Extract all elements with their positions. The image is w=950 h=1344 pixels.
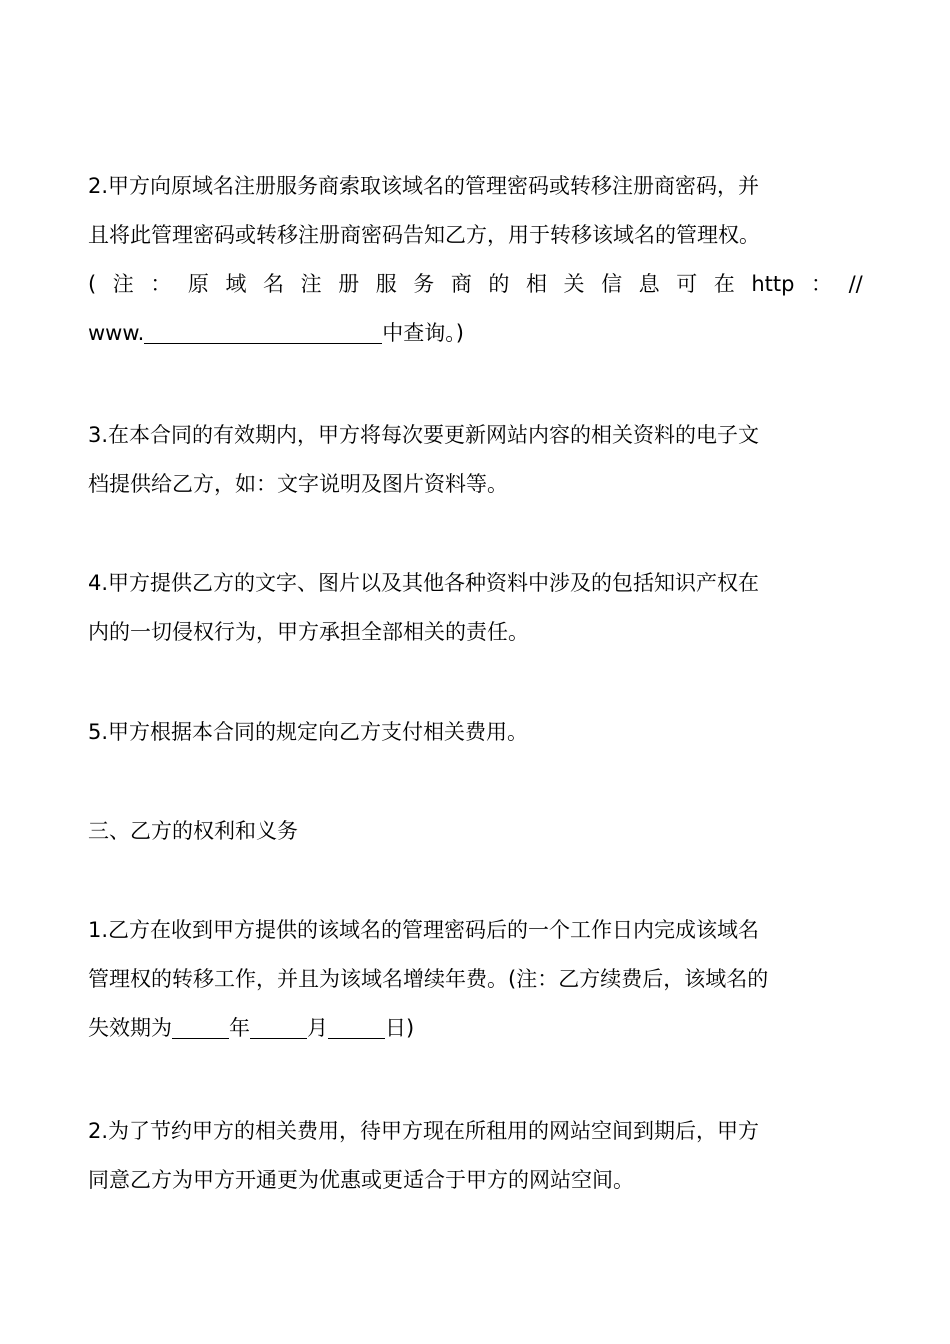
- text-line: 2.为了节约甲方的相关费用，待甲方现在所租用的网站空间到期后，甲方: [88, 1119, 760, 1143]
- text-line: 管理权的转移工作，并且为该域名增续年费。(注：乙方续费后，该域名的: [88, 967, 769, 991]
- paragraph-party-b-item-1: [88, 906, 863, 1053]
- text-line: 同意乙方为甲方开通更为优惠或更适合于甲方的网站空间。: [88, 1168, 634, 1192]
- note-token: 在: [713, 272, 735, 296]
- note-token: 关: [563, 272, 585, 296]
- note-token: 息: [638, 272, 660, 296]
- note-token: 务: [413, 272, 435, 296]
- note-token: 名: [263, 272, 285, 296]
- note-token: 商: [450, 272, 472, 296]
- section-heading: [88, 807, 863, 856]
- expiry-date-line: [88, 1004, 863, 1053]
- year-blank: [172, 1017, 229, 1039]
- note-token: (: [88, 272, 97, 296]
- day-label: 日): [385, 1016, 415, 1040]
- note-token: 域: [225, 272, 247, 296]
- text-line: 3.在本合同的有效期内，甲方将每次要更新网站内容的相关资料的电子文: [88, 423, 760, 447]
- note-token: ：: [150, 272, 172, 296]
- note-line-justified: [88, 260, 863, 309]
- note-token: 注: [300, 272, 322, 296]
- day-blank: [328, 1017, 385, 1039]
- expiry-prefix: 失效期为: [88, 1016, 172, 1040]
- text-line: 1.乙方在收到甲方提供的该域名的管理密码后的一个工作日内完成该域名: [88, 918, 760, 942]
- text-line: 4.甲方提供乙方的文字、图片以及其他各种资料中涉及的包括知识产权在: [88, 571, 760, 595]
- month-label: 月: [307, 1016, 328, 1040]
- note-token: 注: [112, 272, 134, 296]
- year-label: 年: [229, 1016, 250, 1040]
- note-token: 可: [676, 272, 698, 296]
- note-token: 的: [488, 272, 510, 296]
- note-token: 册: [338, 272, 360, 296]
- note-token: 原: [187, 272, 209, 296]
- note-token: ：: [811, 272, 832, 296]
- paragraph-item-2-domain-password: [88, 162, 863, 358]
- url-line: [88, 309, 863, 358]
- paragraph-item-5-payment: [88, 708, 863, 757]
- text-line: 2.甲方向原域名注册服务商索取该域名的管理密码或转移注册商密码，并: [88, 174, 760, 198]
- fill-in-blank: [144, 322, 382, 344]
- url-prefix: www.: [88, 321, 145, 345]
- note-token: http: [751, 272, 795, 296]
- text-line: 且将此管理密码或转移注册商密码告知乙方，用于转移该域名的管理权。: [88, 223, 760, 247]
- note-token: 相: [525, 272, 547, 296]
- text-line: 5.甲方根据本合同的规定向乙方支付相关费用。: [88, 720, 529, 744]
- note-token: 信: [601, 272, 623, 296]
- url-suffix: 中查询。): [382, 321, 464, 345]
- note-token: //: [848, 272, 863, 296]
- text-line: 内的一切侵权行为，甲方承担全部相关的责任。: [88, 620, 529, 644]
- month-blank: [250, 1017, 307, 1039]
- note-token: 服: [375, 272, 397, 296]
- paragraph-item-4-infringement: [88, 559, 863, 657]
- heading-text: 三、乙方的权利和义务: [88, 819, 298, 843]
- paragraph-item-3-content-materials: [88, 411, 863, 509]
- text-line: 档提供给乙方，如：文字说明及图片资料等。: [88, 472, 508, 496]
- paragraph-party-b-item-2: [88, 1107, 863, 1205]
